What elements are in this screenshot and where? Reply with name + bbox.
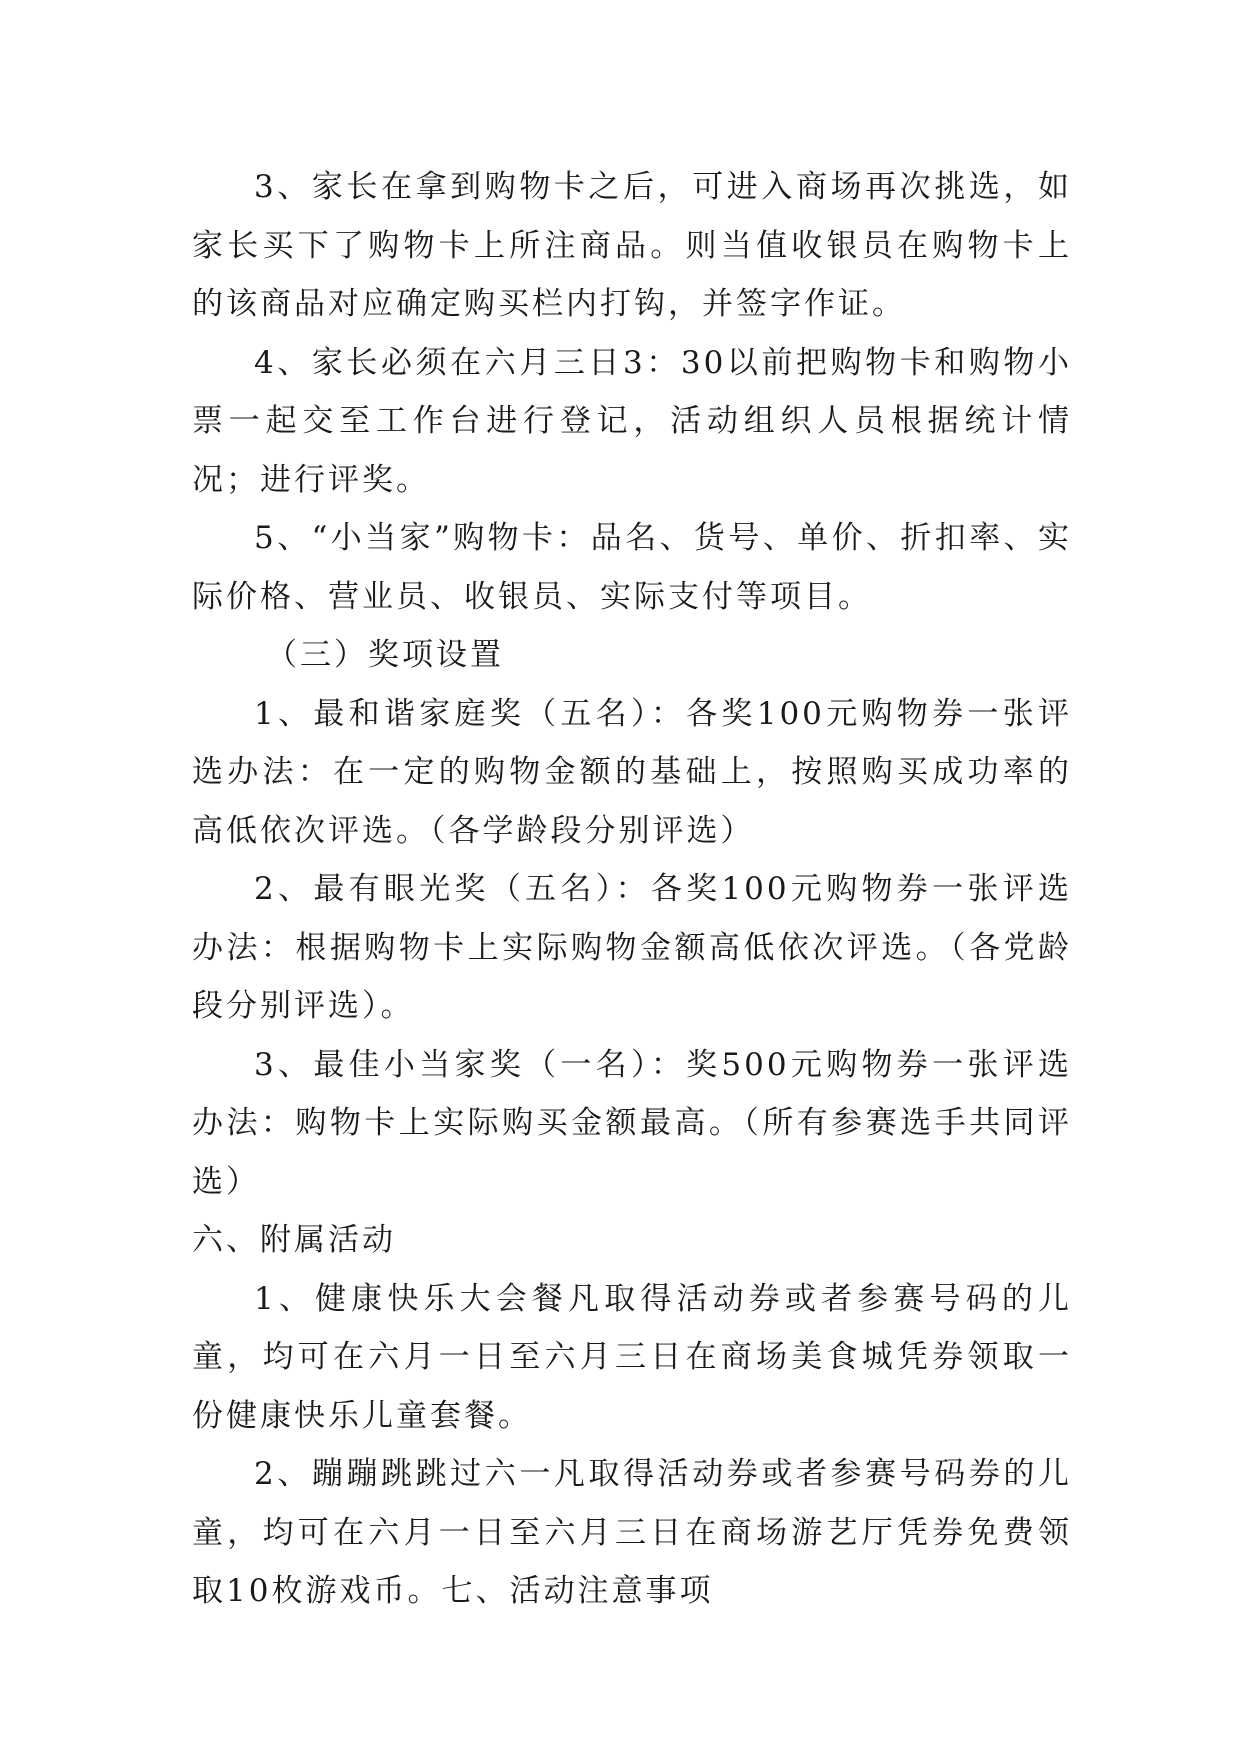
paragraph-game-tokens: 2、蹦蹦跳跳过六一凡取得活动券或者参赛号码券的儿童，均可在六月一日至六月三日在商场游艺厅凭券免费领取10枚游戏币。七、活动注意事项 xyxy=(192,1456,1072,1609)
section-heading-side-activities: 六、附属活动 xyxy=(192,1222,396,1258)
paragraph-award-harmonious-family: 1、最和谐家庭奖（五名）：各奖100元购物券一张评选办法：在一定的购物金额的基础上，按照购买成功率的高低依次评选。（各学龄段分别评选） xyxy=(192,695,1072,849)
paragraph-award-best-vision: 2、最有眼光奖（五名）：各奖100元购物券一张评选办法：根据购物卡上实际购物金额高低依次评选。（各党龄段分别评选）。 xyxy=(192,871,1072,1024)
paragraph-parent-purchase-check: 3、家长在拿到购物卡之后，可进入商场再次挑选，如家长买下了购物卡上所注商品。则当值收银员在购物卡上的该商品对应确定购买栏内打钩，并签字作证。 xyxy=(192,169,1072,322)
paragraph-healthy-meal: 1、健康快乐大会餐凡取得活动券或者参赛号码的儿童，均可在六月一日至六月三日在商场美食城凭券领取一份健康快乐儿童套餐。 xyxy=(192,1280,1072,1434)
section-heading-awards: （三）奖项设置 xyxy=(266,637,504,673)
document-body xyxy=(192,158,1072,1621)
paragraph-shopping-card-fields: 5、“小当家”购物卡：品名、货号、单价、折扣率、实际价格、营业员、收银员、实际支付等项目。 xyxy=(192,520,1072,615)
paragraph-registration-deadline: 4、家长必须在六月三日3：30以前把购物卡和购物小票一起交至工作台进行登记，活动组织人员根据统计情况；进行评奖。 xyxy=(192,344,1072,498)
paragraph-award-best-little-housekeeper: 3、最佳小当家奖（一名）：奖500元购物券一张评选办法：购物卡上实际购买金额最高。（所有参赛选手共同评选） xyxy=(192,1046,1072,1200)
